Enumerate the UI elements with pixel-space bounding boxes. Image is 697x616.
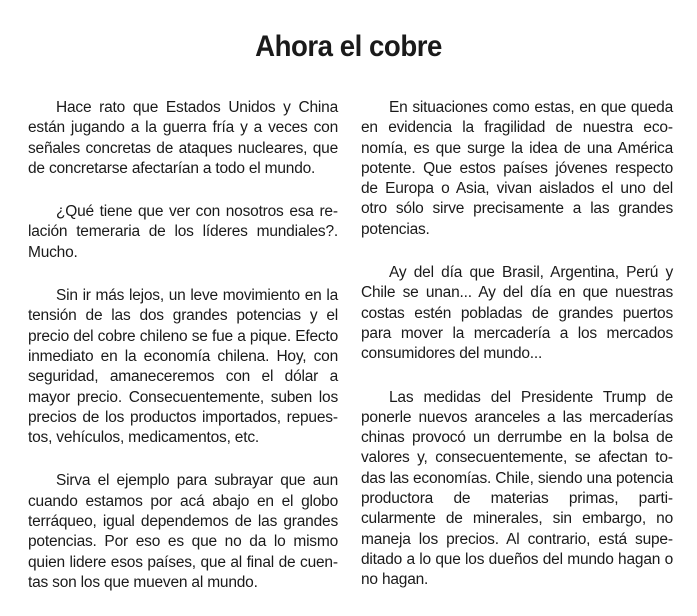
- paragraph-4: Sirva el ejemplo para subrayar que aun cuando estamos por acá abajo en el globo terráqueo, igual dependemos de las grandes potencias. Por eso es que no da lo mismo quien lidere esos países, que al final de cuentas son los que mueven al mundo.: [28, 472, 338, 591]
- article-title: Ahora el cobre: [255, 30, 442, 63]
- paragraph-7: Las medidas del Presidente Trump de ponerle nuevos aranceles a las mercaderías chinas provocó un derrumbe en la bolsa de valores y, consecuentemente, se afectan todas las economías. Chile, siendo una potencia productora de materias primas, particularmente de minerales, sin embargo, no maneja los precios. Al contrario, está supeditado a lo que los dueños del mundo hagan o no hagan.: [361, 388, 673, 589]
- paragraph-3: Sin ir más lejos, un leve movimiento en la tensión de las dos grandes potencias y el precio del cobre chileno se fue a pique. Efecto inmediato en la economía chilena. Hoy, con seguridad, amaneceremos con el dólar a mayor precio. Consecuentemente, suben los precios de los productos importados, repuestos, vehículos, medicamentos, etc.: [28, 287, 338, 447]
- paragraph-6: Ay del día que Brasil, Argentina, Perú y Chile se unan... Ay del día en que nuestras costas estén pobladas de grandes puertos para mover la mercadería a los mercados consumidores del mundo...: [361, 264, 673, 363]
- paragraph-5: En situaciones como estas, en que queda en evidencia la fragilidad de nuestra economía, es que surge la idea de una América potente. Que estos países jóvenes respecto de Europa o Asia, vivan aislados el uno del otro sólo sirve precisamente a las grandes potencias.: [361, 99, 673, 238]
- left-column: [28, 98, 338, 616]
- paragraph-1: Hace rato que Estados Unidos y China están jugando a la guerra fría y a veces con señales concretas de ataques nucleares, que de concretarse afectarían a todo el mundo.: [28, 99, 338, 177]
- right-column: [361, 98, 673, 614]
- paragraph-2: ¿Qué tiene que ver con nosotros esa relación temeraria de los líderes mundiales?. Mucho.: [28, 203, 338, 261]
